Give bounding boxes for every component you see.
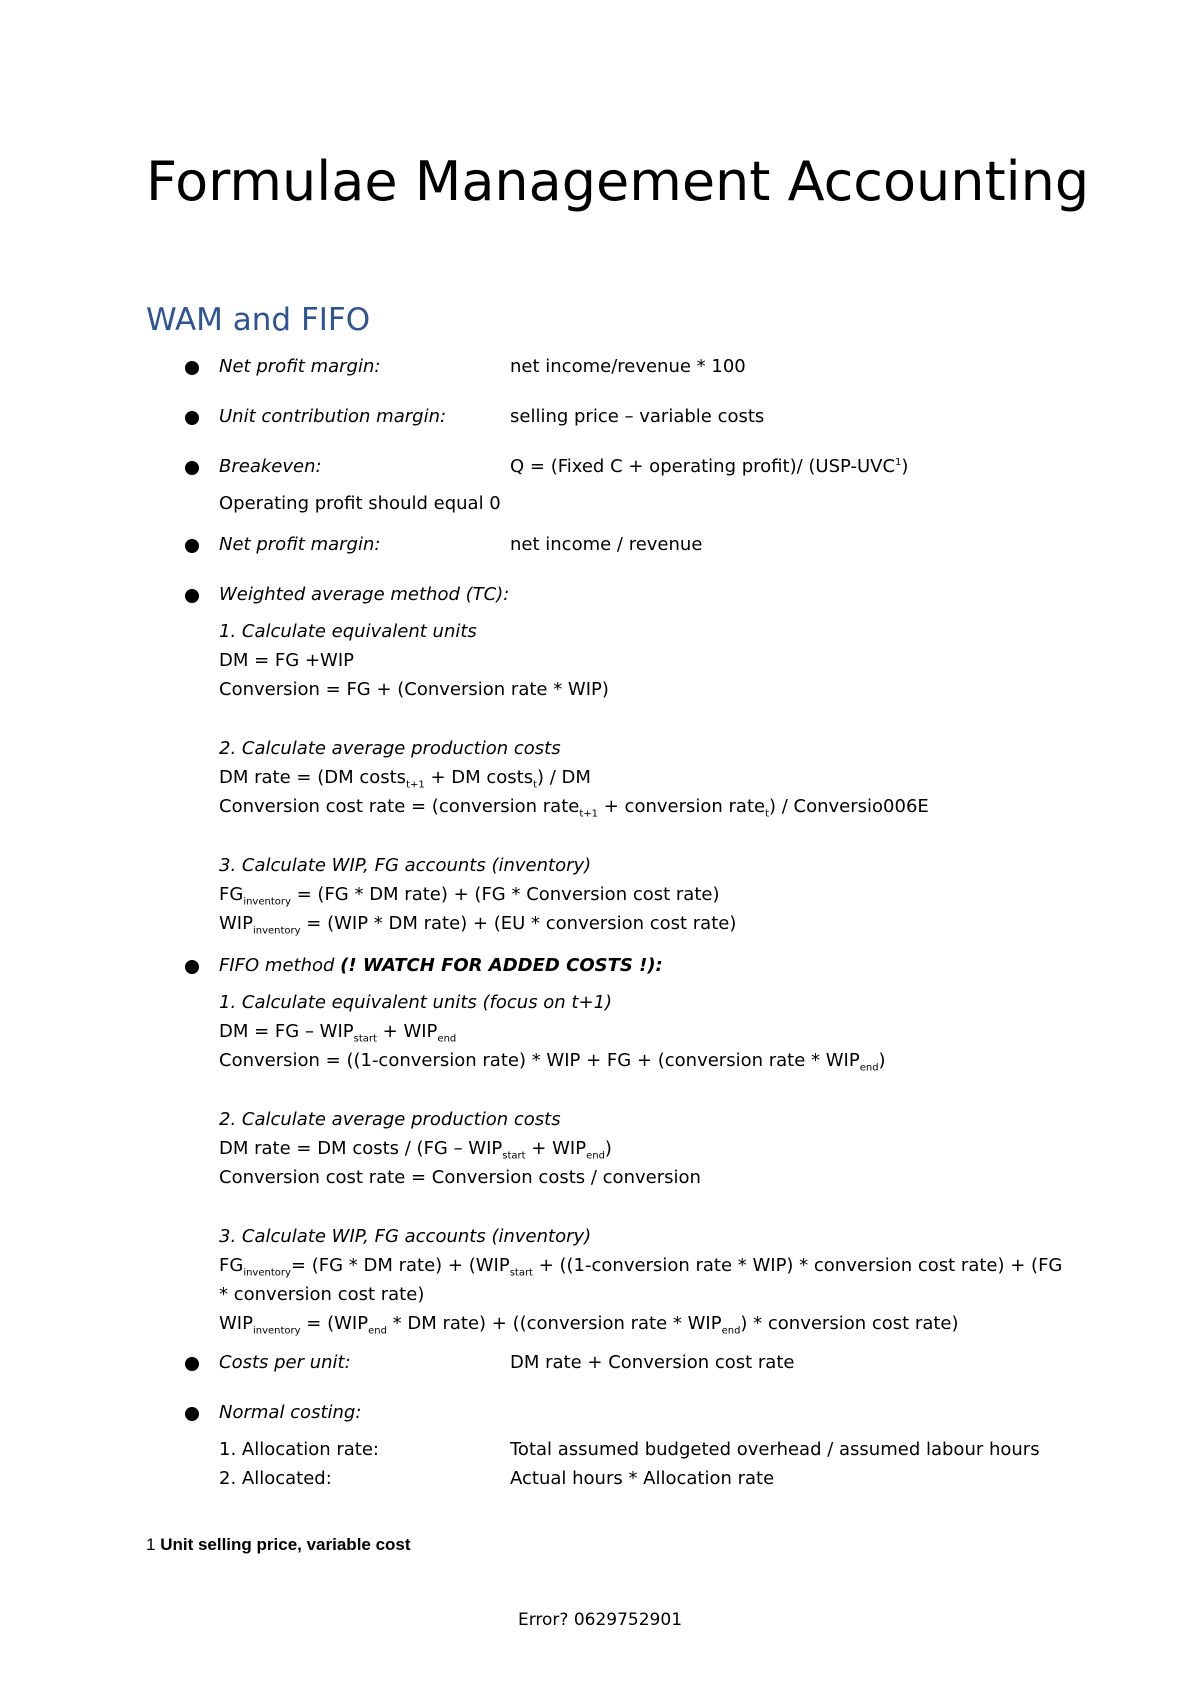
item-value: DM rate + Conversion cost rate	[510, 1352, 795, 1373]
item-label: Net profit margin:	[219, 356, 381, 377]
item-note: Operating profit should equal 0	[219, 493, 501, 514]
bullet-icon	[185, 1407, 199, 1421]
formula-line: * conversion cost rate)	[219, 1284, 425, 1305]
section-heading: WAM and FIFO	[146, 302, 371, 338]
footnote-number: 1	[146, 1535, 161, 1554]
formula-value: Actual hours * Allocation rate	[510, 1468, 775, 1489]
footnote-ref[interactable]: 1	[895, 457, 902, 468]
item-value: selling price – variable costs	[510, 406, 765, 427]
step-heading: 3. Calculate WIP, FG accounts (inventory)	[219, 855, 592, 876]
footnote	[146, 1533, 411, 1557]
bullet-icon	[185, 960, 199, 974]
formula-label: 1. Allocation rate:	[219, 1439, 379, 1460]
item-label: FIFO method (! WATCH FOR ADDED COSTS !):	[219, 955, 663, 976]
item-label: Normal costing:	[219, 1402, 362, 1423]
step-heading: 1. Calculate equivalent units	[219, 621, 477, 642]
step-heading: 1. Calculate equivalent units (focus on t+1)	[219, 992, 613, 1013]
step-heading: 3. Calculate WIP, FG accounts (inventory)	[219, 1226, 592, 1247]
bullet-icon	[185, 1357, 199, 1371]
item-label: Unit contribution margin:	[219, 406, 447, 427]
formula-line: Conversion = ((1-conversion rate) * WIP + FG + (conversion rate * $WIP_{end}$)	[219, 1050, 886, 1074]
item-value: net income / revenue	[510, 534, 703, 555]
bullet-icon	[185, 461, 199, 475]
page-title: Formulae Management Accounting	[146, 150, 1090, 213]
formula-line: $WIP_{inventory} = (WIP$ * DM rate) + (EU * conversion cost rate)	[219, 913, 737, 937]
formula-label: 2. Allocated:	[219, 1468, 332, 1489]
bullet-icon	[185, 411, 199, 425]
footnote-text: Unit selling price, variable cost	[160, 1535, 411, 1554]
page-footer: Error? 0629752901	[517, 1610, 683, 1630]
formula-line: $WIP_{inventory} = (WIP_{end}$ * DM rate) + ((conversion rate * $WIP_{end}$) * conversion cost rate)	[219, 1313, 959, 1337]
item-label: Weighted average method (TC):	[219, 584, 510, 605]
formula-line: Conversion cost rate = (conversion rate$_{t+1}$ + conversion rate$_t$) / Conversio006E	[219, 796, 929, 820]
item-value: Q = (Fixed C + operating profit)/ (USP-UVC$^1$)	[510, 456, 909, 477]
item-value: net income/revenue * 100	[510, 356, 746, 377]
item-label: Breakeven:	[219, 456, 322, 477]
step-heading: 2. Calculate average production costs	[219, 1109, 561, 1130]
warning-text: (! WATCH FOR ADDED COSTS !):	[340, 955, 663, 976]
formula-line: Conversion cost rate = Conversion costs / conversion	[219, 1167, 701, 1188]
formula-line: DM rate = (DM costs$_{t+1}$ + DM costs$_t$) / DM	[219, 767, 591, 791]
formula-line: DM = FG – $WIP_{start} + WIP_{end}$	[219, 1021, 457, 1045]
item-label: Net profit margin:	[219, 534, 381, 555]
formula-value: Total assumed budgeted overhead / assumed labour hours	[510, 1439, 1040, 1460]
bullet-icon	[185, 539, 199, 553]
formula-line: DM rate = DM costs / $(FG - WIP_{start} + WIP_{end})$	[219, 1138, 612, 1162]
formula-line: Conversion = FG + (Conversion rate * WIP)	[219, 679, 609, 700]
bullet-icon	[185, 589, 199, 603]
formula-line: $FG_{inventory} = (FG$ * DM rate) + (FG * Conversion cost rate)	[219, 884, 720, 908]
step-heading: 2. Calculate average production costs	[219, 738, 561, 759]
formula-line: DM = FG +WIP	[219, 650, 354, 671]
item-label: Costs per unit:	[219, 1352, 351, 1373]
bullet-icon	[185, 361, 199, 375]
formula-line: $FG_{inventory}= (FG$ * DM rate) + ($WIP_{start}$ + ((1-conversion rate * WIP) * conversion cost rate) + (FG	[219, 1255, 1063, 1279]
